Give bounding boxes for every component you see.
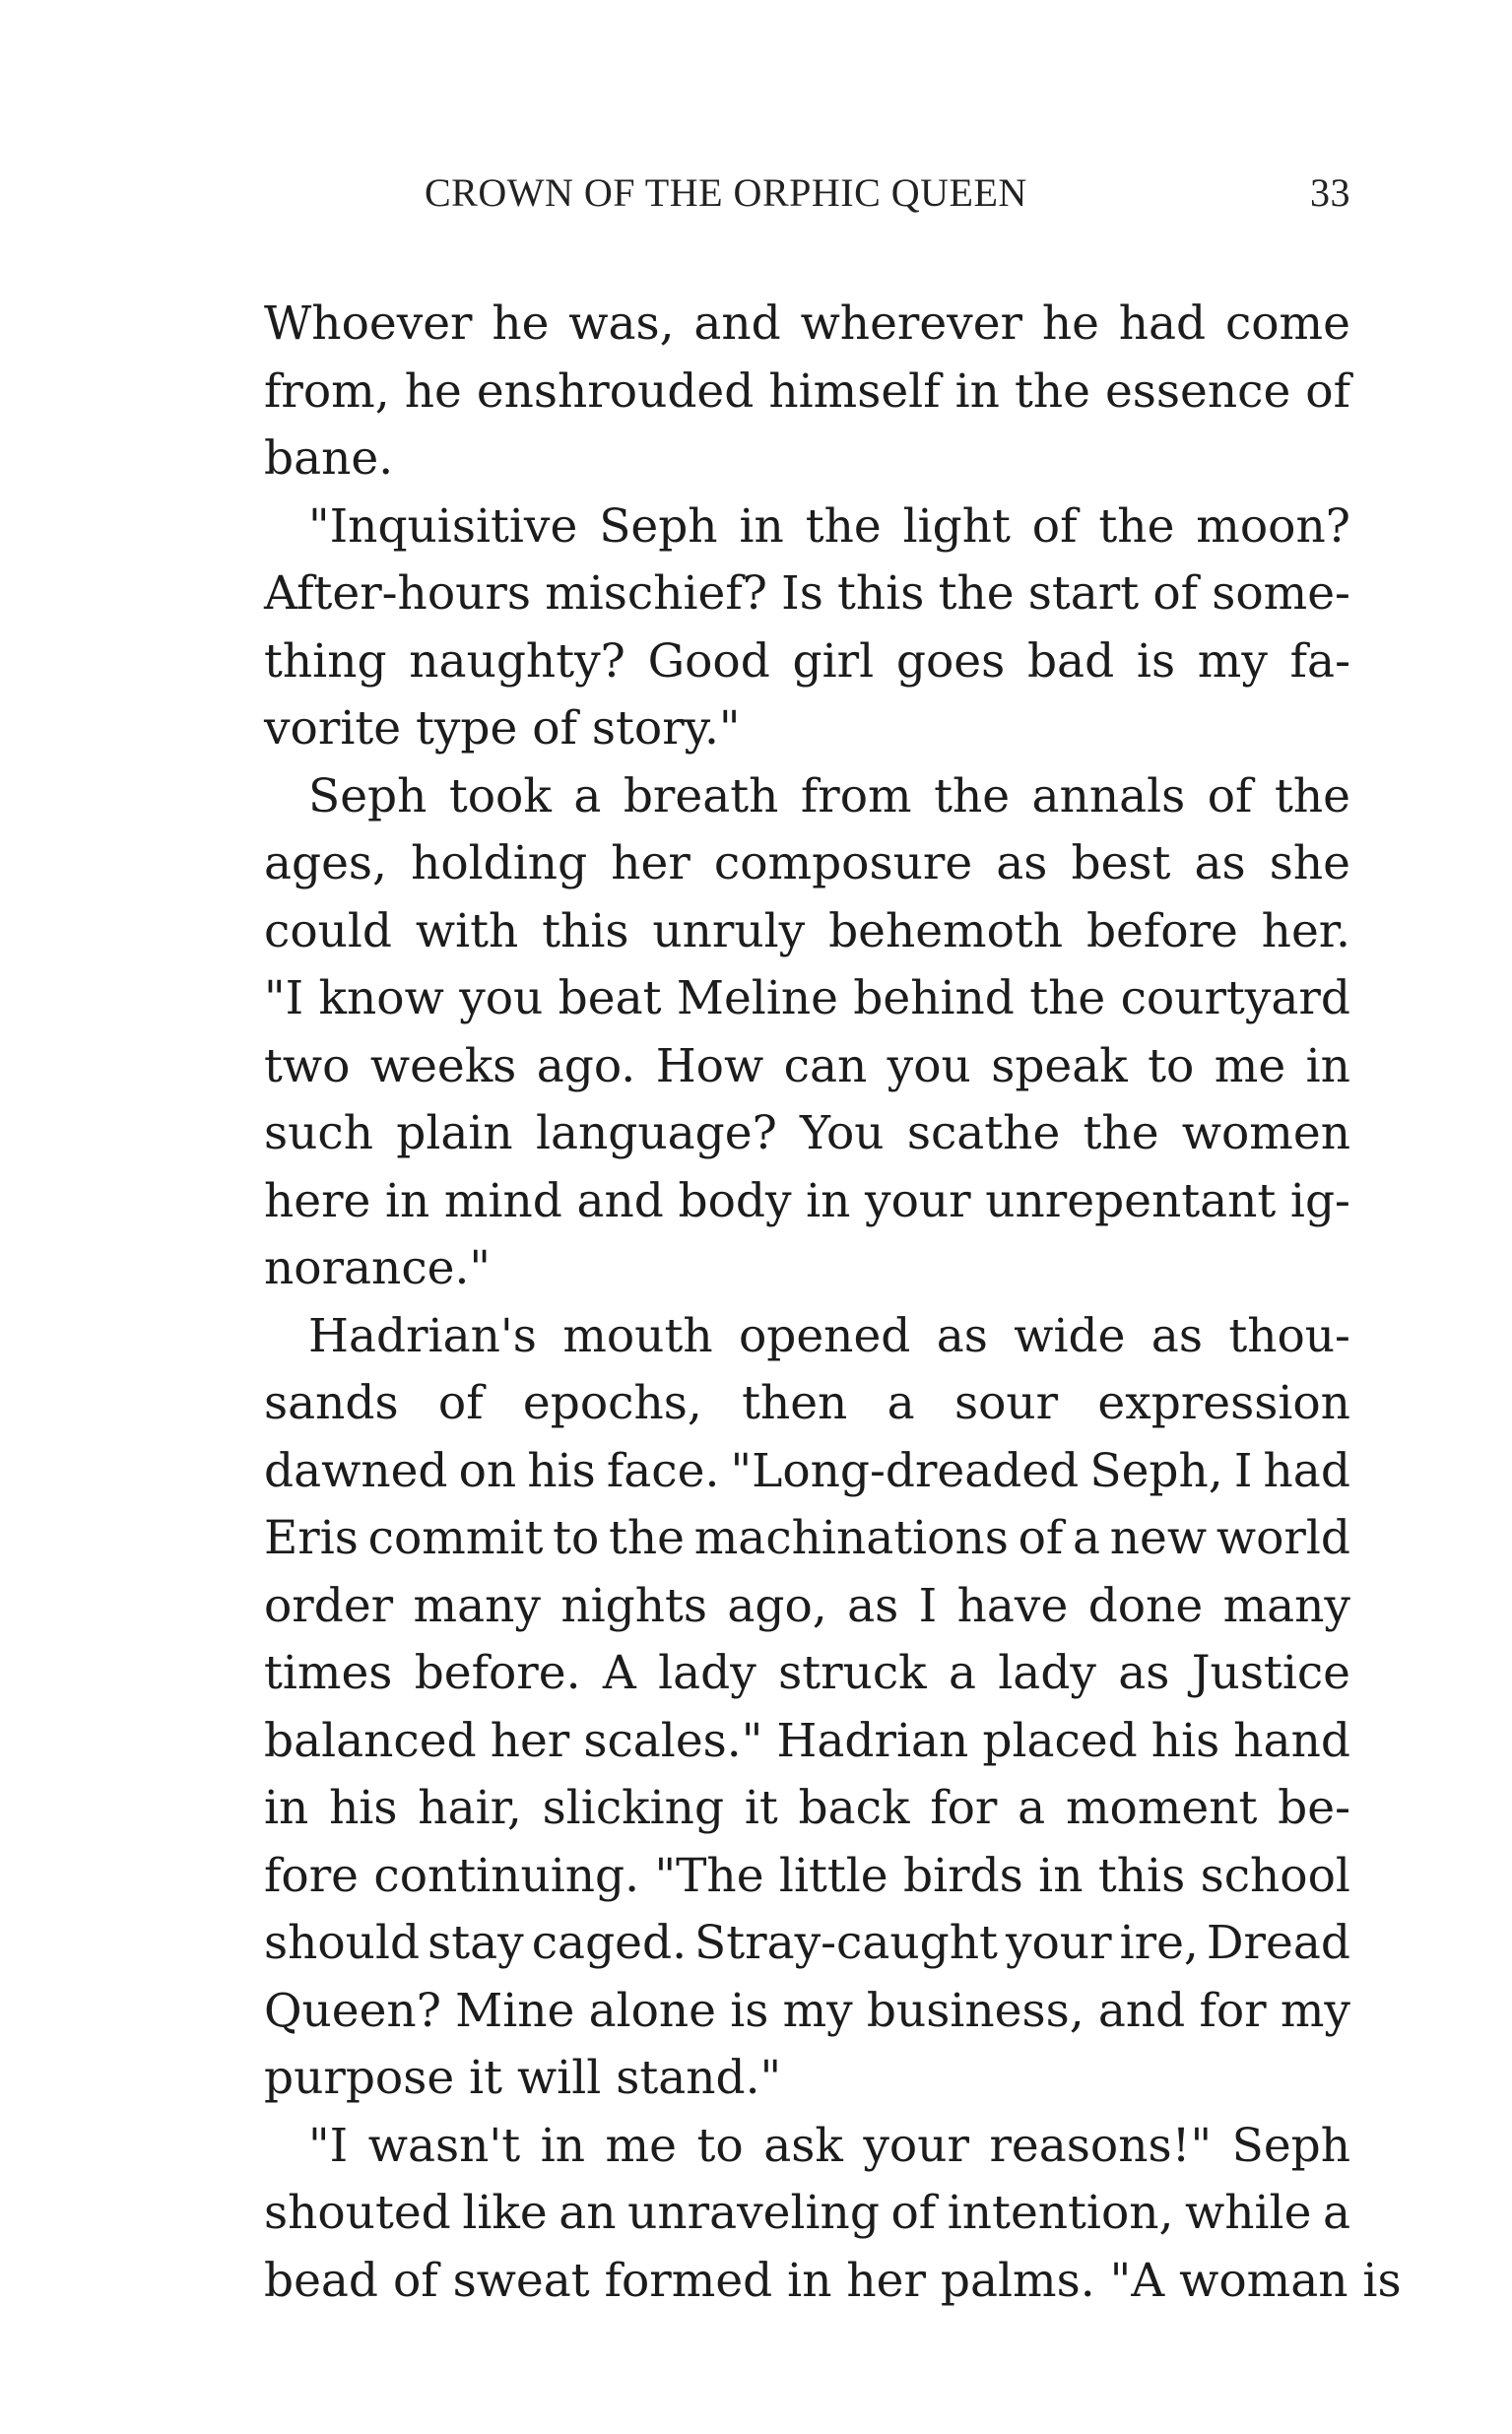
text-line: such plain language? You scathe the women — [264, 1106, 1350, 1160]
paragraph — [264, 763, 1350, 1303]
page-number: 33 — [1310, 170, 1350, 215]
text-line: Eris commit to the machinations of a new world — [264, 1511, 1350, 1565]
text-line: could with this unruly behemoth before her. — [264, 903, 1350, 958]
paragraph — [264, 1303, 1350, 2113]
text-line: Queen? Mine alone is my business, and for my — [264, 1983, 1350, 2038]
text-line: fore continuing. "The little birds in this school — [264, 1848, 1350, 1903]
text-line: dawned on his face. "Long-dreaded Seph, I had — [264, 1443, 1350, 1498]
text-line: Hadrian's mouth opened as wide as thou- — [308, 1308, 1350, 1363]
paragraph — [264, 2113, 1402, 2316]
text-line: Seph took a breath from the annals of the — [308, 768, 1350, 823]
running-title: CROWN OF THE ORPHIC QUEEN — [425, 170, 1027, 215]
text-line: "Inquisitive Seph in the light of the moon? — [308, 498, 1350, 554]
text-line: sands of epochs, then a sour expression — [264, 1376, 1350, 1430]
text-line: "I wasn't in me to ask your reasons!" Seph — [308, 2118, 1350, 2173]
running-head — [264, 169, 1350, 219]
text-line: times before. A lady struck a lady as Justice — [264, 1646, 1350, 1700]
text-line: two weeks ago. How can you speak to me in — [264, 1038, 1350, 1093]
body-text — [264, 291, 1402, 2315]
text-line: "I know you beat Meline behind the courtyard — [264, 971, 1350, 1025]
text-line: After-hours mischief? Is this the start of some- — [264, 566, 1350, 621]
text-line: Whoever he was, and wherever he had come — [264, 296, 1350, 351]
text-line: norance." — [264, 1241, 492, 1295]
text-line: thing naughty? Good girl goes bad is my fa- — [264, 633, 1350, 689]
text-line: ages, holding her composure as best as she — [264, 836, 1350, 890]
paragraph — [264, 291, 1350, 493]
text-line: shouted like an unraveling of intention, while a — [264, 2186, 1350, 2240]
text-line: balanced her scales." Hadrian placed his hand — [264, 1713, 1350, 1768]
text-line: in his hair, slicking it back for a moment be- — [264, 1781, 1350, 1835]
text-line: bane. — [264, 431, 394, 486]
text-line: should stay caged. Stray-caught your ire, Dread — [264, 1916, 1350, 1970]
text-line: from, he enshrouded himself in the essence of — [264, 363, 1350, 419]
text-line: vorite type of story." — [264, 701, 741, 756]
text-line: purpose it will stand." — [264, 2051, 782, 2105]
text-line: bead of sweat formed in her palms. "A woman is — [264, 2253, 1402, 2308]
text-line: order many nights ago, as I have done many — [264, 1578, 1350, 1633]
paragraph — [264, 493, 1350, 763]
text-line: here in mind and body in your unrepentant ig- — [264, 1173, 1350, 1228]
